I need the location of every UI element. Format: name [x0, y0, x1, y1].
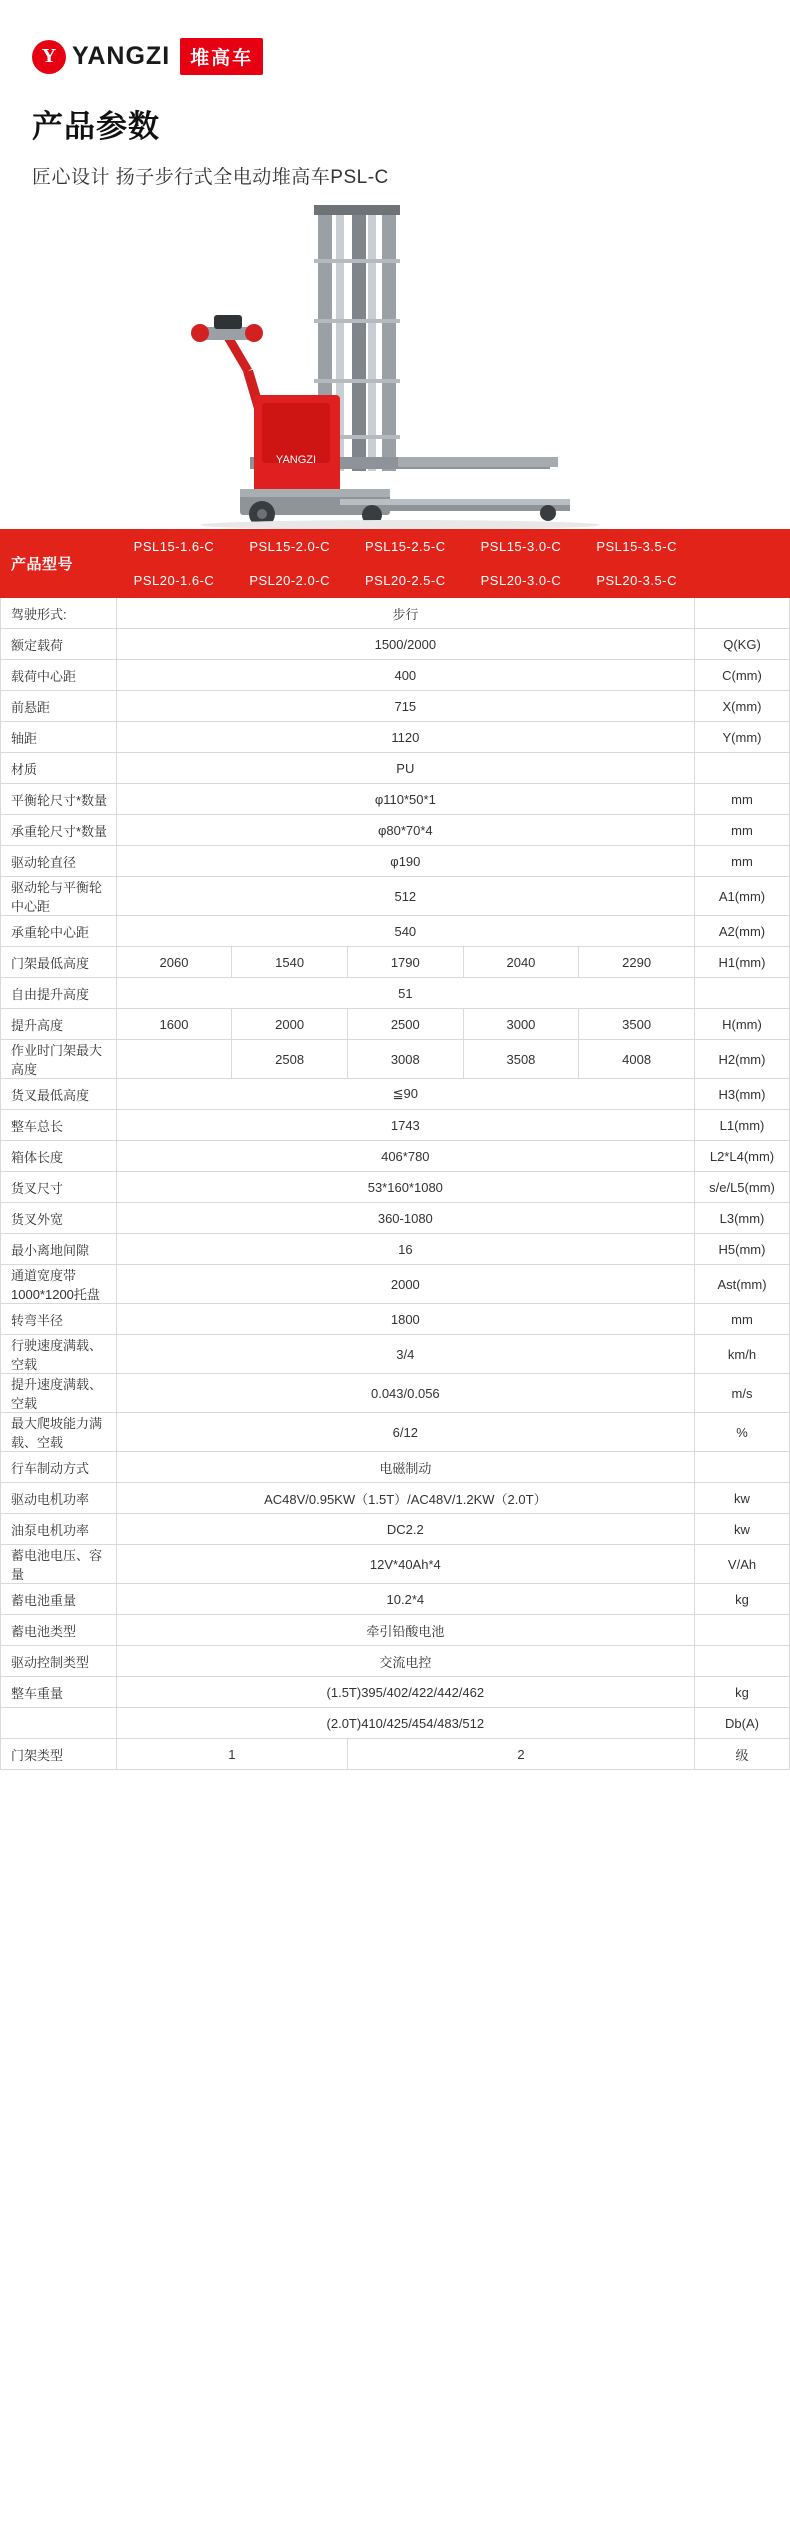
spec-value: 10.2*4 [116, 1584, 694, 1615]
model-cell: PSL15-1.6-C [116, 530, 232, 564]
spec-label: 行驶速度满载、空载 [1, 1335, 117, 1374]
table-row [1, 815, 790, 846]
spec-unit: Ast(mm) [695, 1265, 790, 1304]
table-row [1, 1172, 790, 1203]
page-header [0, 0, 790, 189]
spec-value: 1600 [116, 1009, 232, 1040]
spec-label: 整车重量 [1, 1677, 117, 1708]
spec-label: 自由提升高度 [1, 978, 117, 1009]
spec-label: 蓄电池类型 [1, 1615, 117, 1646]
spec-value: 53*160*1080 [116, 1172, 694, 1203]
spec-value: 步行 [116, 598, 694, 629]
spec-value: 3008 [347, 1040, 463, 1079]
table-row [1, 1304, 790, 1335]
spec-label: 整车总长 [1, 1110, 117, 1141]
spec-label: 蓄电池重量 [1, 1584, 117, 1615]
spec-label: 门架类型 [1, 1739, 117, 1770]
spec-label: 货叉最低高度 [1, 1079, 117, 1110]
spec-label: 提升高度 [1, 1009, 117, 1040]
spec-unit: H3(mm) [695, 1079, 790, 1110]
spec-unit: V/Ah [695, 1545, 790, 1584]
table-row [1, 1265, 790, 1304]
spec-value: 3500 [579, 1009, 695, 1040]
table-row [1, 1545, 790, 1584]
table-row [1, 1413, 790, 1452]
spec-value: 540 [116, 916, 694, 947]
spec-unit [695, 1615, 790, 1646]
model-label-cell: 产品型号 [1, 530, 117, 598]
spec-value: (1.5T)395/402/422/442/462 [116, 1677, 694, 1708]
spec-value: 51 [116, 978, 694, 1009]
spec-value: 交流电控 [116, 1646, 694, 1677]
spec-value: (2.0T)410/425/454/483/512 [116, 1708, 694, 1739]
spec-value: φ190 [116, 846, 694, 877]
table-row [1, 660, 790, 691]
specification-table [0, 529, 790, 1770]
spec-value: 2508 [232, 1040, 348, 1079]
spec-unit: kw [695, 1483, 790, 1514]
table-row [1, 1615, 790, 1646]
spec-value: 512 [116, 877, 694, 916]
spec-unit [695, 1452, 790, 1483]
table-row [1, 1141, 790, 1172]
spec-value: 3508 [463, 1040, 579, 1079]
spec-unit: kg [695, 1584, 790, 1615]
table-row [1, 1584, 790, 1615]
spec-unit: L2*L4(mm) [695, 1141, 790, 1172]
spec-unit: A2(mm) [695, 916, 790, 947]
model-cell: PSL20-1.6-C [116, 564, 232, 598]
spec-value: 6/12 [116, 1413, 694, 1452]
spec-value: ≦90 [116, 1079, 694, 1110]
spec-label: 驱动电机功率 [1, 1483, 117, 1514]
spec-label: 轴距 [1, 722, 117, 753]
table-row [1, 1452, 790, 1483]
page-subtitle: 匠心设计 扬子步行式全电动堆高车PSL-C [32, 167, 389, 188]
spec-value: AC48V/0.95KW（1.5T）/AC48V/1.2KW（2.0T） [116, 1483, 694, 1514]
spec-value: 1743 [116, 1110, 694, 1141]
table-header-row-2 [1, 564, 790, 598]
spec-value: 715 [116, 691, 694, 722]
spec-value: φ80*70*4 [116, 815, 694, 846]
spec-value: 牵引铅酸电池 [116, 1615, 694, 1646]
table-row [1, 1646, 790, 1677]
model-cell: PSL20-3.5-C [579, 564, 695, 598]
table-row [1, 1234, 790, 1265]
spec-value: 3000 [463, 1009, 579, 1040]
stacker-illustration [0, 199, 790, 529]
spec-unit: mm [695, 846, 790, 877]
table-row [1, 1677, 790, 1708]
spec-unit: kg [695, 1677, 790, 1708]
spec-label: 货叉尺寸 [1, 1172, 117, 1203]
table-row [1, 947, 790, 978]
spec-label: 最大爬坡能力满载、空载 [1, 1413, 117, 1452]
spec-unit: km/h [695, 1335, 790, 1374]
brand-logo [32, 38, 758, 75]
spec-unit: X(mm) [695, 691, 790, 722]
table-row [1, 1203, 790, 1234]
spec-value: 2500 [347, 1009, 463, 1040]
spec-unit: Db(A) [695, 1708, 790, 1739]
spec-value: 16 [116, 1234, 694, 1265]
table-row [1, 1110, 790, 1141]
spec-label: 承重轮中心距 [1, 916, 117, 947]
spec-unit: C(mm) [695, 660, 790, 691]
spec-unit: Y(mm) [695, 722, 790, 753]
table-row [1, 1040, 790, 1079]
spec-value: 电磁制动 [116, 1452, 694, 1483]
spec-label: 驱动控制类型 [1, 1646, 117, 1677]
spec-unit: H5(mm) [695, 1234, 790, 1265]
model-cell: PSL15-2.0-C [232, 530, 348, 564]
logo-circle-icon: Y [32, 40, 66, 74]
table-row [1, 1739, 790, 1770]
spec-label: 箱体长度 [1, 1141, 117, 1172]
spec-unit: 级 [695, 1739, 790, 1770]
table-row [1, 877, 790, 916]
table-row [1, 598, 790, 629]
spec-unit [695, 978, 790, 1009]
spec-value: PU [116, 753, 694, 784]
table-row [1, 1483, 790, 1514]
spec-label: 门架最低高度 [1, 947, 117, 978]
table-row [1, 1079, 790, 1110]
spec-unit: mm [695, 784, 790, 815]
spec-unit: kw [695, 1514, 790, 1545]
logo-badge: 堆高车 [180, 38, 263, 75]
spec-label: 驱动轮与平衡轮中心距 [1, 877, 117, 916]
model-cell: PSL20-3.0-C [463, 564, 579, 598]
spec-value: φ110*50*1 [116, 784, 694, 815]
spec-unit: L1(mm) [695, 1110, 790, 1141]
spec-value: 0.043/0.056 [116, 1374, 694, 1413]
spec-unit: m/s [695, 1374, 790, 1413]
spec-value: 1540 [232, 947, 348, 978]
spec-label: 材质 [1, 753, 117, 784]
spec-value: 2 [347, 1739, 694, 1770]
table-row [1, 1514, 790, 1545]
table-row [1, 1708, 790, 1739]
svg-text:YANGZI: YANGZI [275, 454, 317, 466]
spec-value: DC2.2 [116, 1514, 694, 1545]
spec-value: 12V*40Ah*4 [116, 1545, 694, 1584]
spec-label: 平衡轮尺寸*数量 [1, 784, 117, 815]
page-title: 产品参数 [32, 109, 160, 144]
spec-label: 承重轮尺寸*数量 [1, 815, 117, 846]
model-cell: PSL15-2.5-C [347, 530, 463, 564]
spec-value: 360-1080 [116, 1203, 694, 1234]
spec-label: 转弯半径 [1, 1304, 117, 1335]
spec-label: 驱动轮直径 [1, 846, 117, 877]
spec-unit [695, 1646, 790, 1677]
table-row [1, 784, 790, 815]
spec-label: 蓄电池电压、容量 [1, 1545, 117, 1584]
spec-value: 2040 [463, 947, 579, 978]
spec-value: 406*780 [116, 1141, 694, 1172]
spec-value: 1120 [116, 722, 694, 753]
table-header-row-1 [1, 530, 790, 564]
spec-unit [695, 753, 790, 784]
spec-value: 2000 [116, 1265, 694, 1304]
spec-label: 行车制动方式 [1, 1452, 117, 1483]
spec-value: 2290 [579, 947, 695, 978]
spec-label: 前悬距 [1, 691, 117, 722]
table-row [1, 846, 790, 877]
table-row [1, 691, 790, 722]
spec-value: 2000 [232, 1009, 348, 1040]
spec-label: 载荷中心距 [1, 660, 117, 691]
spec-unit: Q(KG) [695, 629, 790, 660]
spec-label [1, 1708, 117, 1739]
spec-unit: mm [695, 1304, 790, 1335]
spec-value: 400 [116, 660, 694, 691]
model-cell: PSL15-3.5-C [579, 530, 695, 564]
product-hero-image [0, 199, 790, 529]
spec-unit: H1(mm) [695, 947, 790, 978]
spec-label: 最小离地间隙 [1, 1234, 117, 1265]
spec-value: 1 [116, 1739, 347, 1770]
spec-label: 提升速度满载、空载 [1, 1374, 117, 1413]
spec-table-body [1, 530, 790, 1770]
spec-unit: % [695, 1413, 790, 1452]
spec-label: 作业时门架最大高度 [1, 1040, 117, 1079]
table-row [1, 1374, 790, 1413]
spec-value: 1790 [347, 947, 463, 978]
model-cell: PSL20-2.5-C [347, 564, 463, 598]
table-row [1, 1009, 790, 1040]
spec-label: 驾驶形式: [1, 598, 117, 629]
spec-label: 货叉外宽 [1, 1203, 117, 1234]
spec-label: 通道宽度带1000*1200托盘 [1, 1265, 117, 1304]
model-cell: PSL15-3.0-C [463, 530, 579, 564]
table-row [1, 916, 790, 947]
unit-header-cell [695, 530, 790, 598]
model-cell: PSL20-2.0-C [232, 564, 348, 598]
spec-value: 4008 [579, 1040, 695, 1079]
spec-unit: mm [695, 815, 790, 846]
spec-value: 2060 [116, 947, 232, 978]
logo-wordmark: YANGZI [72, 42, 171, 70]
spec-label: 额定载荷 [1, 629, 117, 660]
spec-unit: A1(mm) [695, 877, 790, 916]
spec-value: 1500/2000 [116, 629, 694, 660]
table-row [1, 753, 790, 784]
spec-unit: H(mm) [695, 1009, 790, 1040]
table-row [1, 722, 790, 753]
table-row [1, 978, 790, 1009]
spec-unit [695, 598, 790, 629]
table-row [1, 629, 790, 660]
spec-value: 1800 [116, 1304, 694, 1335]
table-row [1, 1335, 790, 1374]
spec-unit: s/e/L5(mm) [695, 1172, 790, 1203]
spec-value [116, 1040, 232, 1079]
spec-value: 3/4 [116, 1335, 694, 1374]
spec-label: 油泵电机功率 [1, 1514, 117, 1545]
spec-unit: L3(mm) [695, 1203, 790, 1234]
spec-unit: H2(mm) [695, 1040, 790, 1079]
logo-mark [32, 40, 180, 74]
